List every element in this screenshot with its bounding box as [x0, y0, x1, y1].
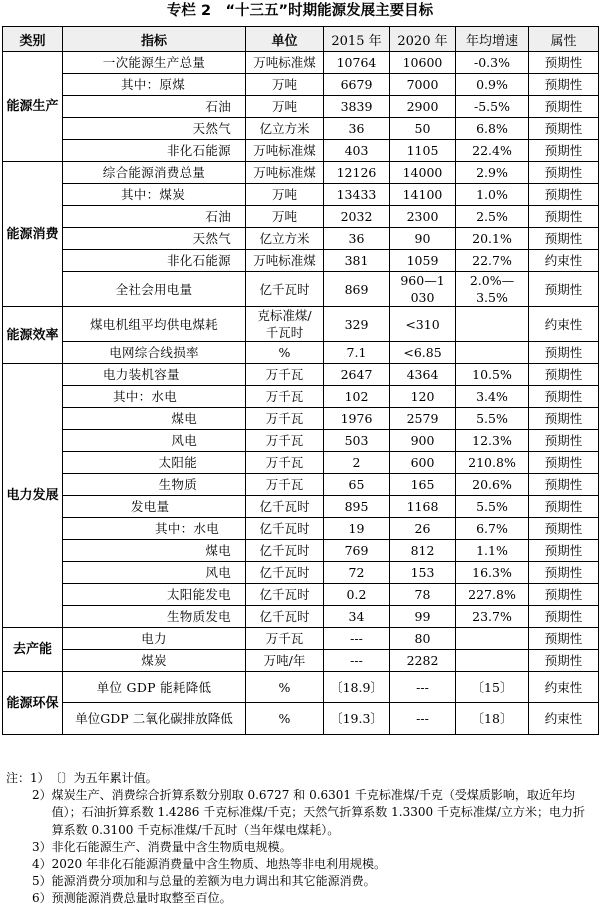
indicator-cell: 石油	[63, 206, 246, 228]
attribute-cell: 预期性	[529, 140, 599, 162]
value-2015-cell: 10764	[324, 52, 390, 74]
indicator-cell: 煤电	[63, 408, 246, 430]
growth-cell: 210.8%	[456, 452, 529, 474]
unit-cell: 万吨标准煤	[246, 52, 324, 74]
value-2015-cell: 〔18.9〕	[324, 672, 390, 703]
attribute-cell: 预期性	[529, 606, 599, 628]
growth-cell: 0.9%	[456, 74, 529, 96]
unit-cell: 亿立方米	[246, 228, 324, 250]
footnote	[6, 890, 596, 907]
value-2015-cell: 34	[324, 606, 390, 628]
unit-cell: 万吨/年	[246, 650, 324, 672]
header-attribute: 属性	[529, 27, 599, 52]
table-row	[3, 250, 599, 272]
table-row	[3, 74, 599, 96]
value-2020-cell: 50	[390, 118, 456, 140]
unit-cell: 亿千瓦时	[246, 518, 324, 540]
value-2015-cell: 19	[324, 518, 390, 540]
value-2020-cell: 14000	[390, 162, 456, 184]
value-2020-cell: 960—1030	[390, 272, 456, 307]
growth-cell	[456, 342, 529, 364]
attribute-cell: 预期性	[529, 206, 599, 228]
attribute-cell: 预期性	[529, 342, 599, 364]
indicator-cell: 电力装机容量	[63, 364, 246, 386]
footnote	[6, 787, 596, 839]
value-2015-cell: 102	[324, 386, 390, 408]
value-2015-cell: 65	[324, 474, 390, 496]
growth-cell: 23.7%	[456, 606, 529, 628]
unit-cell: 万千瓦	[246, 452, 324, 474]
table-row	[3, 452, 599, 474]
unit-cell: 亿立方米	[246, 118, 324, 140]
indicator-cell: 石油	[63, 96, 246, 118]
table-row	[3, 162, 599, 184]
growth-cell: 1.0%	[456, 184, 529, 206]
footnotes	[6, 770, 596, 908]
footnote	[6, 873, 596, 890]
indicator-cell: 风电	[63, 562, 246, 584]
footnote	[6, 856, 596, 873]
growth-cell: 2.5%	[456, 206, 529, 228]
table-row	[3, 96, 599, 118]
growth-cell	[456, 628, 529, 650]
value-2015-cell: 72	[324, 562, 390, 584]
attribute-cell: 预期性	[529, 364, 599, 386]
growth-cell: 20.1%	[456, 228, 529, 250]
table-row	[3, 562, 599, 584]
table-row	[3, 650, 599, 672]
value-2015-cell: 0.2	[324, 584, 390, 606]
table-row	[3, 272, 599, 307]
value-2015-cell: ---	[324, 650, 390, 672]
header-row	[3, 27, 599, 52]
unit-cell: 万吨	[246, 184, 324, 206]
value-2020-cell: 7000	[390, 74, 456, 96]
value-2020-cell: 10600	[390, 52, 456, 74]
unit-cell: 万吨标准煤	[246, 250, 324, 272]
unit-cell: 万千瓦	[246, 408, 324, 430]
value-2015-cell: 329	[324, 307, 390, 342]
indicator-cell: 电网综合线损率	[63, 342, 246, 364]
unit-cell: 亿千瓦时	[246, 496, 324, 518]
header-growth: 年均增速	[456, 27, 529, 52]
value-2020-cell: 812	[390, 540, 456, 562]
header-indicator: 指标	[63, 27, 246, 52]
indicator-cell: 天然气	[63, 118, 246, 140]
table-row	[3, 606, 599, 628]
value-2020-cell: 153	[390, 562, 456, 584]
attribute-cell: 预期性	[529, 584, 599, 606]
table-row	[3, 364, 599, 386]
attribute-cell: 约束性	[529, 703, 599, 735]
value-2015-cell: 2647	[324, 364, 390, 386]
attribute-cell: 预期性	[529, 162, 599, 184]
value-2015-cell: 769	[324, 540, 390, 562]
unit-cell: 万千瓦	[246, 474, 324, 496]
footnote-number: 6）	[32, 891, 52, 906]
indicator-cell: 风电	[63, 430, 246, 452]
value-2020-cell: 78	[390, 584, 456, 606]
category-cell: 能源生产	[3, 52, 63, 162]
value-2015-cell: 12126	[324, 162, 390, 184]
growth-cell: 12.3%	[456, 430, 529, 452]
unit-cell: 万吨标准煤	[246, 162, 324, 184]
indicator-cell: 天然气	[63, 228, 246, 250]
value-2020-cell: <310	[390, 307, 456, 342]
unit-cell: 万吨	[246, 96, 324, 118]
category-cell: 电力发展	[3, 364, 63, 628]
growth-cell: 〔18〕	[456, 703, 529, 735]
indicator-cell: 太阳能	[63, 452, 246, 474]
indicator-cell: 其中：煤炭	[63, 184, 246, 206]
unit-cell: 亿千瓦时	[246, 606, 324, 628]
attribute-cell: 预期性	[529, 430, 599, 452]
indicator-cell: 其中：原煤	[63, 74, 246, 96]
value-2020-cell: 2900	[390, 96, 456, 118]
table-row	[3, 496, 599, 518]
attribute-cell: 预期性	[529, 184, 599, 206]
indicator-cell: 非化石能源	[63, 140, 246, 162]
growth-cell: 6.7%	[456, 518, 529, 540]
growth-cell: 20.6%	[456, 474, 529, 496]
value-2015-cell: 2	[324, 452, 390, 474]
table-row	[3, 584, 599, 606]
indicator-cell: 单位 GDP 能耗降低	[63, 672, 246, 703]
growth-cell: 22.7%	[456, 250, 529, 272]
table-row	[3, 206, 599, 228]
value-2015-cell: 13433	[324, 184, 390, 206]
value-2020-cell: 900	[390, 430, 456, 452]
value-2020-cell: 1168	[390, 496, 456, 518]
growth-cell	[456, 650, 529, 672]
attribute-cell: 预期性	[529, 272, 599, 307]
indicator-cell: 单位GDP 二氧化碳排放降低	[63, 703, 246, 735]
growth-cell: 6.8%	[456, 118, 529, 140]
table-row	[3, 672, 599, 703]
table-row	[3, 703, 599, 735]
value-2015-cell: 3839	[324, 96, 390, 118]
growth-cell: 5.5%	[456, 496, 529, 518]
footnote-text: 非化石能源生产、消费量中含生物质电规模。	[51, 839, 292, 854]
value-2015-cell: 2032	[324, 206, 390, 228]
value-2020-cell: 1105	[390, 140, 456, 162]
attribute-cell: 预期性	[529, 628, 599, 650]
indicator-cell: 非化石能源	[63, 250, 246, 272]
indicator-cell: 煤电机组平均供电煤耗	[63, 307, 246, 342]
growth-cell: -5.5%	[456, 96, 529, 118]
value-2020-cell: 90	[390, 228, 456, 250]
indicator-cell: 其中：水电	[63, 386, 246, 408]
attribute-cell: 预期性	[529, 540, 599, 562]
value-2015-cell: 6679	[324, 74, 390, 96]
energy-targets-table	[2, 26, 599, 735]
value-2015-cell: 895	[324, 496, 390, 518]
attribute-cell: 预期性	[529, 562, 599, 584]
growth-cell: 5.5%	[456, 408, 529, 430]
value-2020-cell: 165	[390, 474, 456, 496]
table-row	[3, 140, 599, 162]
indicator-cell: 一次能源生产总量	[63, 52, 246, 74]
indicator-cell: 发电量	[63, 496, 246, 518]
unit-cell: 亿千瓦时	[246, 584, 324, 606]
indicator-cell: 其中：水电	[63, 518, 246, 540]
value-2020-cell: 14100	[390, 184, 456, 206]
growth-cell: 227.8%	[456, 584, 529, 606]
attribute-cell: 约束性	[529, 307, 599, 342]
growth-cell: 2.9%	[456, 162, 529, 184]
value-2020-cell: 4364	[390, 364, 456, 386]
indicator-cell: 综合能源消费总量	[63, 162, 246, 184]
growth-cell: 2.0%—3.5%	[456, 272, 529, 307]
category-cell: 能源效率	[3, 307, 63, 364]
header-category: 类别	[3, 27, 63, 52]
value-2020-cell: 600	[390, 452, 456, 474]
value-2020-cell: 2300	[390, 206, 456, 228]
table-row	[3, 228, 599, 250]
attribute-cell: 预期性	[529, 650, 599, 672]
value-2020-cell: 2282	[390, 650, 456, 672]
unit-cell: 万吨	[246, 74, 324, 96]
footnote-text: 能源消费分项加和与总量的差额为电力调出和其它能源消费。	[51, 874, 376, 889]
attribute-cell: 约束性	[529, 672, 599, 703]
value-2020-cell: 120	[390, 386, 456, 408]
footnote-number: 2）	[32, 788, 52, 803]
growth-cell: 〔15〕	[456, 672, 529, 703]
unit-cell: 万千瓦	[246, 386, 324, 408]
unit-cell: %	[246, 342, 324, 364]
value-2015-cell: ---	[324, 628, 390, 650]
attribute-cell: 预期性	[529, 496, 599, 518]
unit-cell: %	[246, 703, 324, 735]
value-2020-cell: ---	[390, 672, 456, 703]
category-cell: 去产能	[3, 628, 63, 672]
indicator-cell: 全社会用电量	[63, 272, 246, 307]
header-2015: 2015 年	[324, 27, 390, 52]
footnote-text: 〔〕为五年累计值。	[49, 771, 158, 785]
footnote-number: 3）	[32, 839, 52, 854]
unit-cell: 万千瓦	[246, 430, 324, 452]
table-row	[3, 430, 599, 452]
unit-cell: 万千瓦	[246, 628, 324, 650]
value-2015-cell: 36	[324, 118, 390, 140]
value-2015-cell: 7.1	[324, 342, 390, 364]
table-row	[3, 184, 599, 206]
unit-cell: %	[246, 672, 324, 703]
value-2020-cell: 2579	[390, 408, 456, 430]
footnote-text: 煤炭生产、消费综合折算系数分别取 0.6727 和 0.6301 千克标准煤/千克（受煤质影响，取近年均值）；石油折算系数 1.4286 千克标准煤/千克；天然气折算系数 1.3300 千克标准煤/立方米；电力折算系数 0.3100 千克标准煤/千瓦时（当年煤电煤耗）。	[51, 788, 585, 837]
unit-cell: 万吨标准煤	[246, 140, 324, 162]
header-2020: 2020 年	[390, 27, 456, 52]
attribute-cell: 预期性	[529, 386, 599, 408]
table-row	[3, 386, 599, 408]
value-2020-cell: 1059	[390, 250, 456, 272]
growth-cell: 1.1%	[456, 540, 529, 562]
value-2015-cell: 〔19.3〕	[324, 703, 390, 735]
table-row	[3, 408, 599, 430]
footnote-number: 4）	[32, 857, 52, 872]
growth-cell: 16.3%	[456, 562, 529, 584]
attribute-cell: 预期性	[529, 408, 599, 430]
indicator-cell: 太阳能发电	[63, 584, 246, 606]
growth-cell	[456, 307, 529, 342]
category-cell: 能源环保	[3, 672, 63, 735]
header-unit: 单位	[246, 27, 324, 52]
table-row	[3, 342, 599, 364]
unit-cell: 亿千瓦时	[246, 562, 324, 584]
growth-cell: -0.3%	[456, 52, 529, 74]
unit-cell: 万吨	[246, 206, 324, 228]
attribute-cell: 预期性	[529, 518, 599, 540]
growth-cell: 10.5%	[456, 364, 529, 386]
unit-cell: 克标准煤/千瓦时	[246, 307, 324, 342]
attribute-cell: 预期性	[529, 452, 599, 474]
value-2015-cell: 403	[324, 140, 390, 162]
table-row	[3, 118, 599, 140]
indicator-cell: 生物质发电	[63, 606, 246, 628]
value-2020-cell: 99	[390, 606, 456, 628]
footnote-text: 2020 年非化石能源消费量中含生物质、地热等非电利用规模。	[51, 857, 386, 872]
footnote-text: 预测能源消费总量时取整至百位。	[51, 891, 232, 906]
growth-cell: 3.4%	[456, 386, 529, 408]
value-2015-cell: 1976	[324, 408, 390, 430]
value-2015-cell: 36	[324, 228, 390, 250]
value-2020-cell: <6.85	[390, 342, 456, 364]
attribute-cell: 预期性	[529, 74, 599, 96]
unit-cell: 亿千瓦时	[246, 272, 324, 307]
attribute-cell: 预期性	[529, 52, 599, 74]
table-row	[3, 540, 599, 562]
indicator-cell: 电力	[63, 628, 246, 650]
attribute-cell: 预期性	[529, 228, 599, 250]
attribute-cell: 预期性	[529, 474, 599, 496]
footnote-number: 注：1）	[6, 771, 50, 785]
attribute-cell: 预期性	[529, 96, 599, 118]
footnote	[6, 839, 596, 856]
value-2020-cell: ---	[390, 703, 456, 735]
unit-cell: 亿千瓦时	[246, 540, 324, 562]
value-2015-cell: 869	[324, 272, 390, 307]
table-title: 专栏 2 “十三五”时期能源发展主要目标	[166, 3, 434, 19]
growth-cell: 22.4%	[456, 140, 529, 162]
table-row	[3, 52, 599, 74]
footnote-number: 5）	[32, 874, 52, 889]
attribute-cell: 约束性	[529, 250, 599, 272]
unit-cell: 万千瓦	[246, 364, 324, 386]
value-2020-cell: 26	[390, 518, 456, 540]
indicator-cell: 煤炭	[63, 650, 246, 672]
table-row	[3, 474, 599, 496]
attribute-cell: 预期性	[529, 118, 599, 140]
table-row	[3, 307, 599, 342]
table-row	[3, 518, 599, 540]
footnote	[6, 770, 596, 787]
indicator-cell: 煤电	[63, 540, 246, 562]
value-2015-cell: 503	[324, 430, 390, 452]
value-2015-cell: 381	[324, 250, 390, 272]
value-2020-cell: 80	[390, 628, 456, 650]
category-cell: 能源消费	[3, 162, 63, 307]
table-row	[3, 628, 599, 650]
indicator-cell: 生物质	[63, 474, 246, 496]
